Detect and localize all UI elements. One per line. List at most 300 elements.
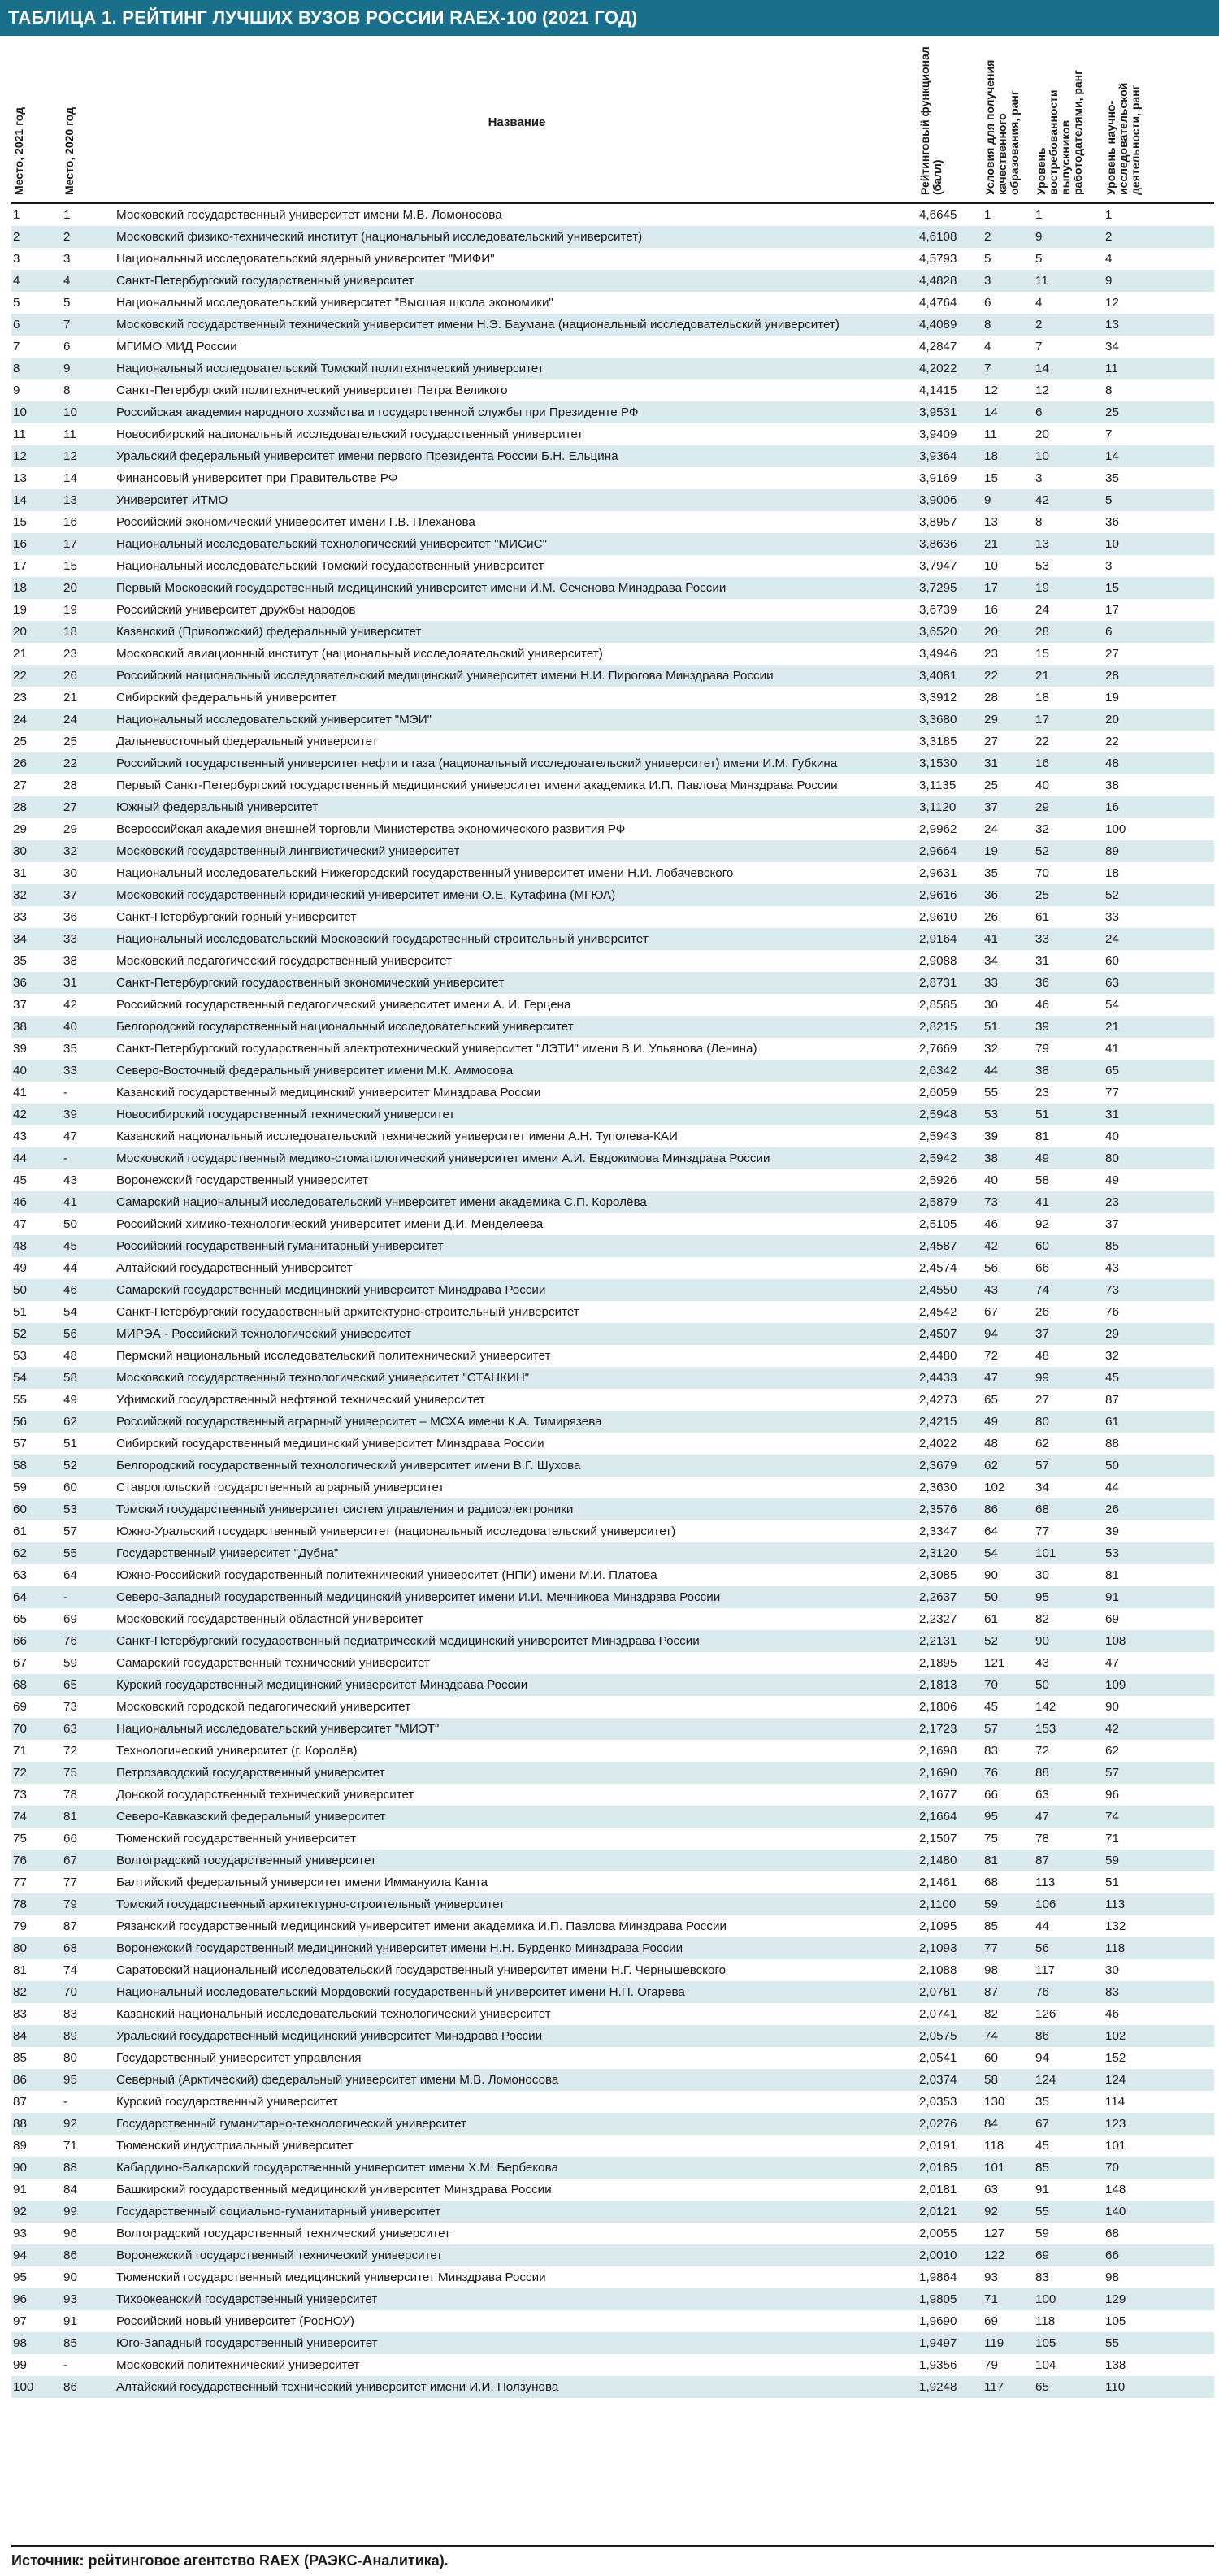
table-row: [11, 1937, 1214, 1959]
cell-place-2020: 71: [63, 2139, 77, 2153]
cell-name: Российский государственный аграрный университет – МСХА имени К.А. Тимирязева: [115, 1411, 918, 1433]
cell-demand: 45: [1035, 2139, 1049, 2153]
cell-demand: 67: [1034, 2113, 1104, 2135]
cell-demand: 113: [1035, 1876, 1056, 1889]
cell-demand: 16: [1034, 752, 1104, 774]
cell-demand: 77: [1035, 1524, 1049, 1538]
cell-conditions: 47: [983, 1367, 1034, 1389]
cell-score: 3,9364: [918, 445, 983, 467]
cell-conditions: 13: [984, 515, 998, 529]
cell-demand: 72: [1035, 1744, 1049, 1758]
cell-research: 12: [1105, 296, 1119, 310]
cell-conditions: 67: [984, 1305, 998, 1319]
table-row: [11, 2332, 1214, 2354]
cell-place-2020: 63: [62, 1718, 115, 1740]
cell-conditions: 79: [984, 2358, 998, 2372]
cell-conditions: 72: [984, 1349, 998, 1363]
cell-place-2020: 39: [62, 1104, 115, 1125]
table-row: [11, 292, 1214, 314]
cell-place-2020: 15: [63, 559, 77, 573]
cell-place-2021: 95: [13, 2270, 27, 2284]
cell-demand: 105: [1034, 2332, 1104, 2354]
cell-conditions: 94: [983, 1323, 1034, 1345]
cell-name: Национальный исследовательский ядерный университет "МИФИ": [116, 252, 495, 266]
table-row: [11, 445, 1214, 467]
table-row: [11, 840, 1214, 862]
cell-place-2021: 48: [11, 1235, 62, 1257]
cell-demand: 28: [1034, 621, 1104, 643]
cell-score: 1,9248: [918, 2376, 983, 2398]
cell-score: 2,5943: [919, 1130, 957, 1143]
cell-research: 30: [1105, 1963, 1119, 1977]
cell-name: Национальный исследовательский Нижегородский государственный университет имени Н.И. Лобачевского: [116, 866, 734, 880]
table-row: [11, 1125, 1214, 1147]
cell-score: 2,0191: [919, 2139, 957, 2153]
cell-score: 2,9610: [919, 910, 957, 924]
cell-place-2020: 42: [63, 998, 77, 1012]
cell-research: 73: [1104, 1279, 1214, 1301]
table-row: [11, 2201, 1214, 2223]
cell-name: Первый Санкт-Петербургский государственный медицинский университет имени академика И.П. Павлова Минздрава России: [116, 778, 838, 792]
cell-conditions: 2: [983, 226, 1034, 248]
cell-demand: 68: [1034, 1498, 1104, 1520]
cell-place-2021: 99: [13, 2358, 27, 2372]
cell-conditions: 92: [983, 2201, 1034, 2223]
cell-score: 2,3347: [919, 1524, 957, 1538]
cell-name: Южно-Уральский государственный университет (национальный исследовательский университет): [116, 1524, 676, 1538]
cell-research: 11: [1104, 358, 1214, 379]
cell-place-2020: 64: [63, 1568, 77, 1582]
cell-conditions: 87: [983, 1981, 1034, 2003]
cell-demand: 51: [1034, 1104, 1104, 1125]
table-row: [11, 862, 1214, 884]
cell-place-2020: 72: [63, 1744, 77, 1758]
cell-score: 2,4542: [919, 1305, 957, 1319]
cell-place-2020: 99: [62, 2201, 115, 2223]
cell-name: Новосибирский государственный технический университет: [115, 1104, 918, 1125]
cell-research: 89: [1104, 840, 1214, 862]
cell-place-2021: 65: [13, 1612, 27, 1626]
cell-research: 32: [1105, 1349, 1119, 1363]
cell-research: 148: [1105, 2183, 1126, 2197]
cell-place-2021: 76: [11, 1850, 62, 1871]
cell-research: 90: [1105, 1700, 1119, 1714]
cell-place-2021: 20: [11, 621, 62, 643]
cell-score: 4,2022: [918, 358, 983, 379]
cell-research: 68: [1105, 2227, 1119, 2240]
cell-conditions: 59: [983, 1893, 1034, 1915]
table-row: [11, 1104, 1214, 1125]
cell-score: 2,1698: [919, 1744, 957, 1758]
cell-place-2020: 3: [63, 252, 71, 266]
cell-name: Российский государственный гуманитарный университет: [115, 1235, 918, 1257]
cell-conditions: 69: [984, 2314, 998, 2328]
cell-name: Государственный университет управления: [116, 2051, 362, 2065]
cell-demand: 14: [1034, 358, 1104, 379]
cell-research: 70: [1104, 2157, 1214, 2179]
cell-research: 19: [1105, 691, 1119, 705]
cell-score: 4,5793: [919, 252, 957, 266]
cell-place-2020: 24: [62, 709, 115, 731]
cell-demand: 21: [1034, 665, 1104, 687]
cell-place-2020: 9: [62, 358, 115, 379]
cell-score: 2,4273: [919, 1393, 957, 1407]
cell-place-2020: 65: [62, 1674, 115, 1696]
cell-demand: 19: [1034, 577, 1104, 599]
cell-place-2021: 42: [11, 1104, 62, 1125]
cell-place-2020: 5: [63, 296, 71, 310]
cell-research: 16: [1104, 796, 1214, 818]
cell-score: 2,9616: [918, 884, 983, 906]
cell-conditions: 1: [984, 208, 991, 222]
cell-place-2021: 22: [11, 665, 62, 687]
cell-place-2020: 73: [63, 1700, 77, 1714]
table-row: [11, 2025, 1214, 2047]
cell-conditions: 24: [984, 822, 998, 836]
cell-place-2021: 96: [11, 2288, 62, 2310]
cell-demand: 30: [1035, 1568, 1049, 1582]
cell-research: 152: [1105, 2051, 1126, 2065]
cell-score: 2,1095: [919, 1919, 957, 1933]
cell-place-2021: 97: [13, 2314, 27, 2328]
cell-research: 50: [1104, 1455, 1214, 1477]
cell-research: 85: [1104, 1235, 1214, 1257]
cell-research: 39: [1105, 1524, 1119, 1538]
table-row: [11, 1477, 1214, 1498]
table-row: [11, 1060, 1214, 1082]
table-row: [11, 2069, 1214, 2091]
cell-place-2020: 62: [62, 1411, 115, 1433]
col-header-conditions-label: Условия для получения качественного образования, ранг: [983, 59, 1021, 195]
table-row: [11, 928, 1214, 950]
cell-demand: 53: [1035, 559, 1049, 573]
cell-name: Национальный исследовательский технологический университет "МИСиС": [115, 533, 918, 555]
table-row: [11, 1608, 1214, 1630]
cell-score: 4,4764: [919, 296, 957, 310]
table-row: [11, 796, 1214, 818]
cell-score: 3,9531: [918, 401, 983, 423]
cell-place-2021: 17: [13, 559, 27, 573]
cell-place-2021: 73: [13, 1788, 27, 1802]
cell-name: Балтийский федеральный университет имени Иммануила Канта: [116, 1876, 488, 1889]
cell-score: 4,1415: [919, 384, 957, 397]
cell-name: Московский государственный областной университет: [116, 1612, 423, 1626]
table-row: [11, 2091, 1214, 2113]
cell-demand: 40: [1035, 778, 1049, 792]
cell-place-2021: 14: [11, 489, 62, 511]
cell-conditions: 39: [984, 1130, 998, 1143]
cell-conditions: 130: [984, 2095, 1005, 2109]
col-header-place-2021: [11, 42, 62, 203]
col-header-conditions: [983, 42, 1034, 203]
cell-research: 140: [1104, 2201, 1214, 2223]
cell-name: Национальный исследовательский Московский государственный строительный университет: [115, 928, 918, 950]
cell-research: 62: [1105, 1744, 1119, 1758]
cell-conditions: 70: [983, 1674, 1034, 1696]
cell-demand: 12: [1035, 384, 1049, 397]
cell-place-2021: 55: [13, 1393, 27, 1407]
cell-place-2020: 85: [62, 2332, 115, 2354]
cell-score: 2,1677: [919, 1788, 957, 1802]
cell-research: 69: [1105, 1612, 1119, 1626]
table-row: [11, 314, 1214, 336]
cell-place-2021: 32: [11, 884, 62, 906]
table-row: [11, 1345, 1214, 1367]
cell-name: Самарский государственный технический университет: [116, 1656, 430, 1670]
cell-name: Уфимский государственный нефтяной технический университет: [116, 1393, 485, 1407]
cell-conditions: 68: [984, 1876, 998, 1889]
cell-place-2021: 49: [13, 1261, 27, 1275]
cell-place-2021: 1: [13, 208, 20, 222]
cell-score: 2,0010: [918, 2244, 983, 2266]
cell-research: 29: [1104, 1323, 1214, 1345]
cell-place-2021: 61: [13, 1524, 27, 1538]
cell-conditions: 33: [983, 972, 1034, 994]
table-row: [11, 203, 1214, 226]
cell-place-2021: 66: [11, 1630, 62, 1652]
cell-place-2020: 57: [63, 1524, 77, 1538]
cell-name: Тюменский государственный университет: [116, 1832, 356, 1845]
cell-conditions: 6: [984, 296, 991, 310]
table-row: [11, 2135, 1214, 2157]
cell-conditions: 56: [984, 1261, 998, 1275]
cell-score: 2,0181: [919, 2183, 957, 2197]
cell-name: Рязанский государственный медицинский университет имени академика И.П. Павлова Минздрава России: [116, 1919, 727, 1933]
cell-place-2020: 20: [62, 577, 115, 599]
cell-place-2021: 91: [13, 2183, 27, 2197]
cell-place-2020: 33: [62, 928, 115, 950]
cell-place-2020: 11: [63, 427, 76, 441]
cell-conditions: 19: [983, 840, 1034, 862]
cell-demand: 82: [1035, 1612, 1049, 1626]
cell-place-2020: 36: [63, 910, 77, 924]
cell-conditions: 42: [983, 1235, 1034, 1257]
cell-place-2020: 66: [63, 1832, 77, 1845]
cell-name: Тихоокеанский государственный университет: [115, 2288, 918, 2310]
cell-demand: 35: [1035, 2095, 1049, 2109]
cell-conditions: 25: [984, 778, 998, 792]
cell-conditions: 10: [984, 559, 998, 573]
cell-place-2020: 16: [63, 515, 77, 529]
table-row: [11, 2113, 1214, 2135]
cell-conditions: 83: [984, 1744, 998, 1758]
table-row: [11, 906, 1214, 928]
cell-demand: 52: [1034, 840, 1104, 862]
cell-research: 132: [1105, 1919, 1126, 1933]
cell-place-2021: 41: [13, 1086, 27, 1099]
cell-name: Санкт-Петербургский государственный архитектурно-строительный университет: [116, 1305, 579, 1319]
cell-research: 77: [1105, 1086, 1119, 1099]
cell-score: 2,1088: [919, 1963, 957, 1977]
cell-name: Национальный исследовательский университет "Высшая школа экономики": [116, 296, 553, 310]
cell-place-2021: 18: [11, 577, 62, 599]
cell-name: Московский государственный технический университет имени Н.Э. Баумана (национальный исследовательский университет): [115, 314, 918, 336]
cell-score: 2,2327: [919, 1612, 957, 1626]
table-row: [11, 2223, 1214, 2244]
cell-conditions: 74: [983, 2025, 1034, 2047]
cell-place-2020: 22: [62, 752, 115, 774]
col-header-name: Название: [115, 42, 918, 203]
cell-place-2020: 43: [63, 1173, 77, 1187]
cell-place-2020: 23: [63, 647, 77, 661]
cell-name: Южно-Российский государственный политехнический университет (НПИ) имени М.И. Платова: [116, 1568, 657, 1582]
cell-place-2020: 74: [63, 1963, 77, 1977]
cell-research: 109: [1104, 1674, 1214, 1696]
cell-name: МИРЭА - Российский технологический университет: [115, 1323, 918, 1345]
cell-name: Санкт-Петербургский государственный педиатрический медицинский университет Минздрава России: [115, 1630, 918, 1652]
cell-score: 1,9497: [918, 2332, 983, 2354]
cell-place-2021: 77: [13, 1876, 27, 1889]
cell-research: 91: [1104, 1586, 1214, 1608]
cell-demand: 43: [1035, 1656, 1049, 1670]
cell-place-2020: 55: [62, 1542, 115, 1564]
cell-name: Санкт-Петербургский политехнический университет Петра Великого: [116, 384, 508, 397]
cell-place-2020: 59: [63, 1656, 77, 1670]
cell-place-2020: 67: [62, 1850, 115, 1871]
cell-demand: 99: [1034, 1367, 1104, 1389]
cell-research: 51: [1105, 1876, 1119, 1889]
cell-name: Самарский национальный исследовательский университет имени академика С.П. Королёва: [115, 1191, 918, 1213]
cell-place-2021: 46: [11, 1191, 62, 1213]
cell-place-2021: 4: [11, 270, 62, 292]
cell-score: 3,4081: [918, 665, 983, 687]
cell-conditions: 32: [984, 1042, 998, 1056]
cell-place-2021: 74: [11, 1806, 62, 1828]
cell-demand: 9: [1034, 226, 1104, 248]
cell-place-2020: 83: [63, 2007, 77, 2021]
cell-place-2021: 11: [13, 427, 26, 441]
cell-place-2020: 29: [63, 822, 77, 836]
cell-research: 96: [1105, 1788, 1119, 1802]
cell-research: 27: [1105, 647, 1119, 661]
cell-research: 53: [1104, 1542, 1214, 1564]
cell-conditions: 117: [983, 2376, 1034, 2398]
cell-name: Казанский (Приволжский) федеральный университет: [115, 621, 918, 643]
cell-place-2021: 33: [13, 910, 27, 924]
cell-place-2020: 48: [63, 1349, 77, 1363]
cell-demand: 1: [1035, 208, 1043, 222]
table-row: [11, 1279, 1214, 1301]
cell-place-2021: 88: [11, 2113, 62, 2135]
cell-name: Воронежский государственный технический университет: [115, 2244, 918, 2266]
cell-score: 3,3912: [919, 691, 957, 705]
table-row: [11, 401, 1214, 423]
cell-conditions: 52: [983, 1630, 1034, 1652]
cell-score: 2,9164: [918, 928, 983, 950]
cell-name: Башкирский государственный медицинский университет Минздрава России: [116, 2183, 552, 2197]
cell-demand: 92: [1035, 1217, 1049, 1231]
cell-research: 42: [1104, 1718, 1214, 1740]
cell-conditions: 30: [984, 998, 998, 1012]
cell-conditions: 49: [983, 1411, 1034, 1433]
cell-name: Уральский федеральный университет имени первого Президента России Б.Н. Ельцина: [115, 445, 918, 467]
cell-name: Казанский национальный исследовательский технологический университет: [116, 2007, 551, 2021]
cell-demand: 56: [1034, 1937, 1104, 1959]
table-row: [11, 1542, 1214, 1564]
table-row: [11, 1696, 1214, 1718]
cell-score: 3,1135: [919, 778, 957, 792]
cell-demand: 37: [1034, 1323, 1104, 1345]
cell-score: 2,1507: [919, 1832, 957, 1845]
cell-conditions: 58: [983, 2069, 1034, 2091]
cell-place-2020: 8: [63, 384, 71, 397]
cell-conditions: 14: [983, 401, 1034, 423]
cell-place-2020: 84: [63, 2183, 77, 2197]
cell-demand: 95: [1034, 1586, 1104, 1608]
cell-name: Государственный гуманитарно-технологический университет: [115, 2113, 918, 2135]
table-row: [11, 1498, 1214, 1520]
cell-place-2020: 35: [63, 1042, 77, 1056]
cell-research: 65: [1104, 1060, 1214, 1082]
table-row: [11, 1301, 1214, 1323]
cell-score: 2,8731: [918, 972, 983, 994]
cell-conditions: 9: [983, 489, 1034, 511]
cell-demand: 61: [1035, 910, 1049, 924]
cell-name: Юго-Западный государственный университет: [115, 2332, 918, 2354]
table-row: [11, 2354, 1214, 2376]
table-row: [11, 1191, 1214, 1213]
cell-research: 110: [1104, 2376, 1214, 2398]
cell-conditions: 41: [983, 928, 1034, 950]
table-row: [11, 709, 1214, 731]
cell-name: Национальный исследовательский университет "МИЭТ": [115, 1718, 918, 1740]
cell-place-2020: 60: [63, 1481, 77, 1494]
cell-place-2021: 62: [11, 1542, 62, 1564]
cell-place-2021: 9: [13, 384, 20, 397]
cell-place-2020: -: [63, 1086, 68, 1099]
cell-score: 4,4828: [918, 270, 983, 292]
cell-name: Государственный университет "Дубна": [115, 1542, 918, 1564]
cell-conditions: 23: [984, 647, 998, 661]
cell-place-2020: 49: [63, 1393, 77, 1407]
cell-research: 52: [1104, 884, 1214, 906]
cell-name: Московский политехнический университет: [116, 2358, 360, 2372]
cell-place-2021: 15: [13, 515, 27, 529]
cell-name: Всероссийская академия внешней торговли Министерства экономического развития РФ: [116, 822, 626, 836]
cell-place-2020: -: [63, 2095, 68, 2109]
cell-place-2021: 53: [13, 1349, 27, 1363]
table-row: [11, 1828, 1214, 1850]
cell-conditions: 85: [984, 1919, 998, 1933]
cell-place-2020: 69: [63, 1612, 77, 1626]
cell-research: 37: [1105, 1217, 1119, 1231]
cell-name: Санкт-Петербургский государственный электротехнический университет "ЛЭТИ" имени В.И. Ульянова (Ленина): [116, 1042, 757, 1056]
cell-research: 87: [1105, 1393, 1119, 1407]
cell-name: Московский государственный юридический университет имени О.Е. Кутафина (МГЮА): [115, 884, 918, 906]
table-row: [11, 1367, 1214, 1389]
table-row: [11, 358, 1214, 379]
cell-place-2021: 43: [13, 1130, 27, 1143]
cell-place-2020: 30: [63, 866, 77, 880]
cell-conditions: 66: [984, 1788, 998, 1802]
table-row: [11, 1389, 1214, 1411]
cell-place-2020: 46: [62, 1279, 115, 1301]
cell-research: 1: [1105, 208, 1113, 222]
cell-score: 2,1806: [919, 1700, 957, 1714]
cell-research: 5: [1104, 489, 1214, 511]
cell-score: 2,9664: [918, 840, 983, 862]
cell-conditions: 36: [983, 884, 1034, 906]
cell-research: 28: [1104, 665, 1214, 687]
cell-research: 34: [1105, 340, 1119, 353]
cell-conditions: 122: [983, 2244, 1034, 2266]
cell-conditions: 76: [983, 1762, 1034, 1784]
cell-place-2021: 90: [11, 2157, 62, 2179]
cell-name: Российская академия народного хозяйства и государственной службы при Президенте РФ: [115, 401, 918, 423]
cell-demand: 34: [1035, 1481, 1049, 1494]
table-row: [11, 950, 1214, 972]
cell-score: 2,5942: [918, 1147, 983, 1169]
